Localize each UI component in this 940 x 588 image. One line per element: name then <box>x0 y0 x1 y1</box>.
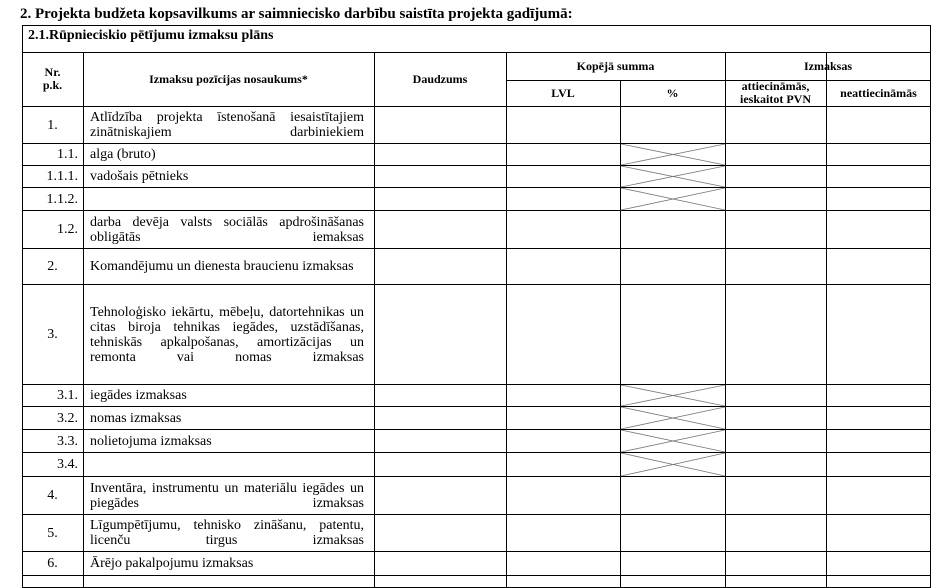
row-number: 1.2. <box>57 222 78 237</box>
row-name: Ārējo pakalpojumu izmaksas <box>90 556 254 571</box>
row-name: Tehnoloģisko iekārtu, mēbeļu, datortehnikas un citas biroja tehnikas iegādes, uzstādīšanas, tehniskās apkalpošanas, amortizācijas un remonta vai nomas izmaksas <box>90 304 364 365</box>
grid-line <box>930 25 931 588</box>
col-header-costs: Izmaksas <box>803 58 852 73</box>
row-number: 2. <box>47 259 58 274</box>
row-name: darba devēja valsts sociālās apdrošināšanas obligātās iemaksas <box>90 214 364 245</box>
row-number: 1.1. <box>57 147 78 162</box>
grid-line <box>374 52 375 588</box>
crossed-cell <box>621 453 725 476</box>
section-heading: 2. Projekta budžeta kopsavilkums ar saimniecisko darbību saistīta projekta gadījumā: <box>20 6 573 22</box>
budget-table <box>22 25 931 588</box>
grid-line <box>826 52 827 588</box>
row-name: Atlīdzība projekta īstenošanā iesaistītajiem zinātniskajiem darbiniekiem <box>90 110 364 140</box>
grid-line <box>506 52 507 588</box>
col-header-total: Kopējā summa <box>576 58 655 73</box>
row-name: iegādes izmaksas <box>90 388 187 403</box>
row-name: vadošais pētnieks <box>90 169 189 184</box>
row-number: 5. <box>47 525 58 541</box>
row-name: Līgumpētījumu, tehnisko zināšanu, patentu, licenču tirgus izmaksas <box>90 518 364 548</box>
grid-line <box>22 25 931 26</box>
row-number: 3.4. <box>57 457 78 472</box>
section-title: 2.1.Rūpnieciskio pētījumu izmaksu plāns <box>28 28 274 43</box>
col-header-name: Izmaksu pozīcijas nosaukums* <box>149 71 308 86</box>
row-name <box>83 188 374 210</box>
col-header-quantity: Daudzums <box>412 71 468 86</box>
crossed-cell <box>621 407 725 429</box>
row-number: 1. <box>47 117 58 133</box>
row-name: Inventāra, instrumentu un materiālu iegādes un piegādes izmaksas <box>90 480 364 511</box>
row-number: 3.3. <box>57 433 78 449</box>
row-number: 6. <box>47 556 58 571</box>
col-header-eligible: attiecināmās, ieskaitot PVN <box>740 79 811 106</box>
col-header-lvl: LVL <box>551 85 575 100</box>
row-number: 1.1.1. <box>46 169 78 184</box>
row-name: nomas izmaksas <box>90 410 182 426</box>
row-number: 4. <box>47 488 58 503</box>
row-number: 3.1. <box>57 388 78 403</box>
row-number: 3. <box>47 327 58 342</box>
row-name: Komandējumu un dienesta braucienu izmaksas <box>90 259 354 274</box>
crossed-cell <box>621 188 725 210</box>
row-number: 3.2. <box>57 410 78 426</box>
col-header-nr: Nr. p.k. <box>42 65 63 92</box>
col-header-ineligible: neattiecināmās <box>840 85 917 100</box>
col-header-percent: % <box>666 85 679 100</box>
row-number: 1.1.2. <box>46 191 78 207</box>
crossed-cell <box>621 430 725 452</box>
crossed-cell <box>621 166 725 187</box>
row-name <box>83 453 374 476</box>
crossed-cell <box>621 144 725 165</box>
row-name: nolietojuma izmaksas <box>90 433 212 449</box>
grid-line <box>22 575 931 576</box>
row-name: alga (bruto) <box>90 147 156 162</box>
grid-line <box>725 52 726 588</box>
crossed-cell <box>621 385 725 406</box>
